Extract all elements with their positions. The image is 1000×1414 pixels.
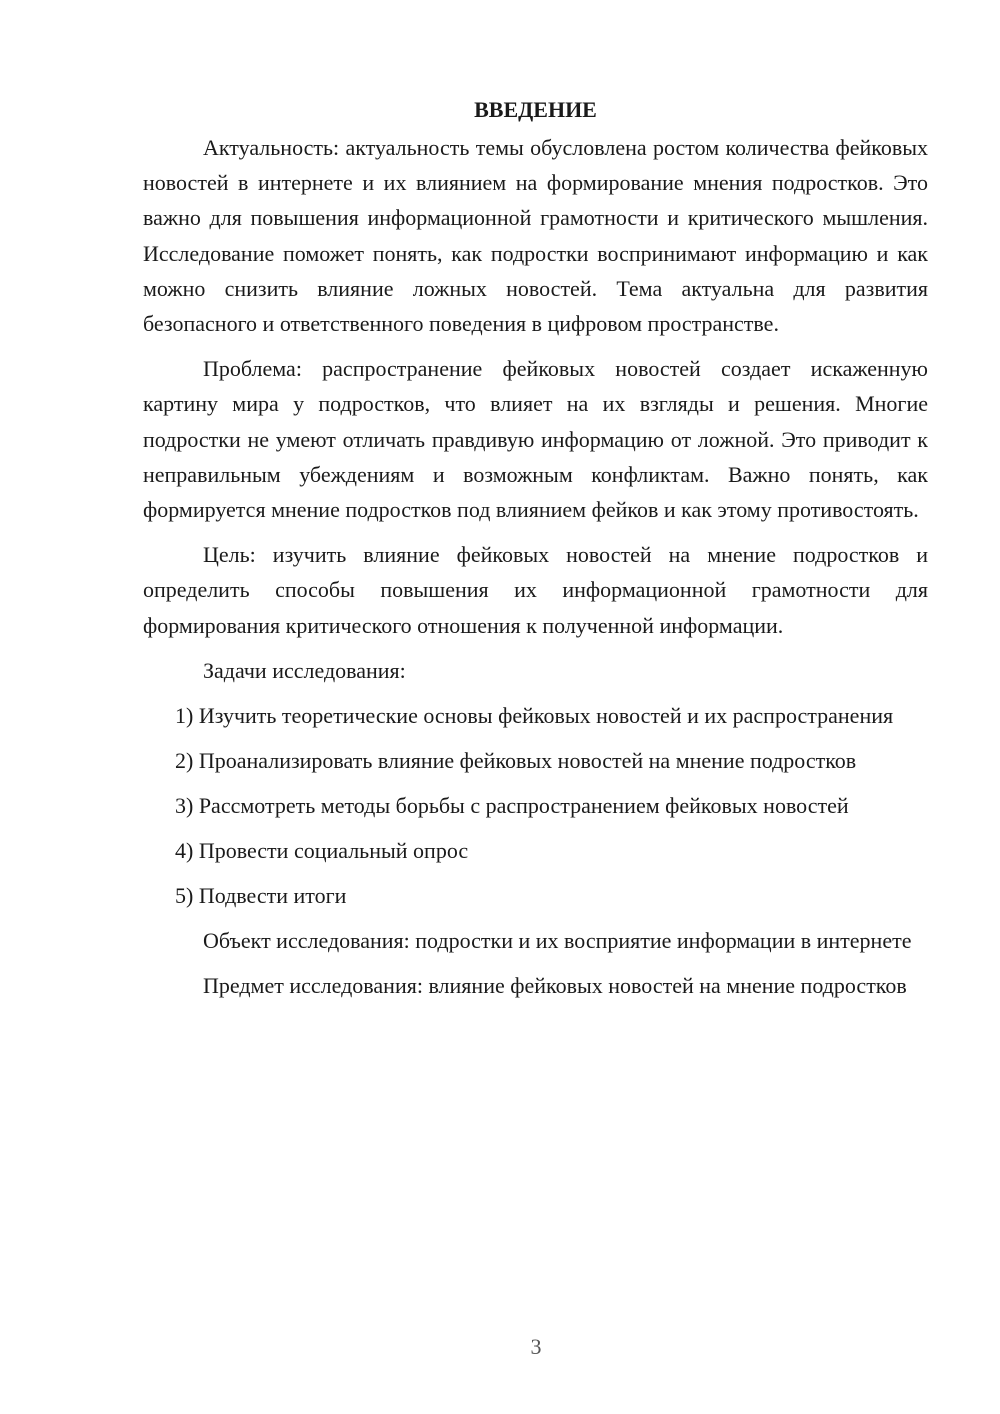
paragraph-subject: Предмет исследования: влияние фейковых новостей на мнение подростков <box>203 973 907 999</box>
paragraph-problem: Проблема: распространение фейковых новостей создает искаженную картину мира у подростков, что влияет на их взгляды и решения. Многие подростки не умеют отличать правдивую информацию от ложной. Это приводит к неправильным убеждениям и возможным конфликтам. Важно понять, как формируется мнение подростков под влиянием фейков и как этому противостоять. <box>143 356 928 523</box>
tasks-heading: Задачи исследования: <box>203 657 406 683</box>
task-item-1: 1) Изучить теоретические основы фейковых новостей и их распространения <box>175 703 894 729</box>
task-item-4: 4) Провести социальный опрос <box>175 838 469 864</box>
page-number: 3 <box>530 1334 542 1359</box>
task-item-3: 3) Рассмотреть методы борьбы с распространением фейковых новостей <box>175 793 849 819</box>
paragraph-object: Объект исследования: подростки и их восприятие информации в интернете <box>203 928 912 954</box>
page-content <box>143 92 928 1003</box>
task-item-5: 5) Подвести итоги <box>175 883 347 909</box>
paragraph-goal: Цель: изучить влияние фейковых новостей на мнение подростков и определить способы повышения их информационной грамотности для формирования критического отношения к полученной информации. <box>143 542 928 638</box>
page-heading: ВВЕДЕНИЕ <box>474 97 597 122</box>
task-item-2: 2) Проанализировать влияние фейковых новостей на мнение подростков <box>175 748 857 774</box>
paragraph-relevance: Актуальность: актуальность темы обусловлена ростом количества фейковых новостей в интернете и их влиянием на формирование мнения подростков. Это важно для повышения информационной грамотности и критического мышления. Исследование поможет понять, как подростки воспринимают информацию и как можно снизить влияние ложных новостей. Тема актуальна для развития безопасного и ответственного поведения в цифровом пространстве. <box>143 135 928 337</box>
